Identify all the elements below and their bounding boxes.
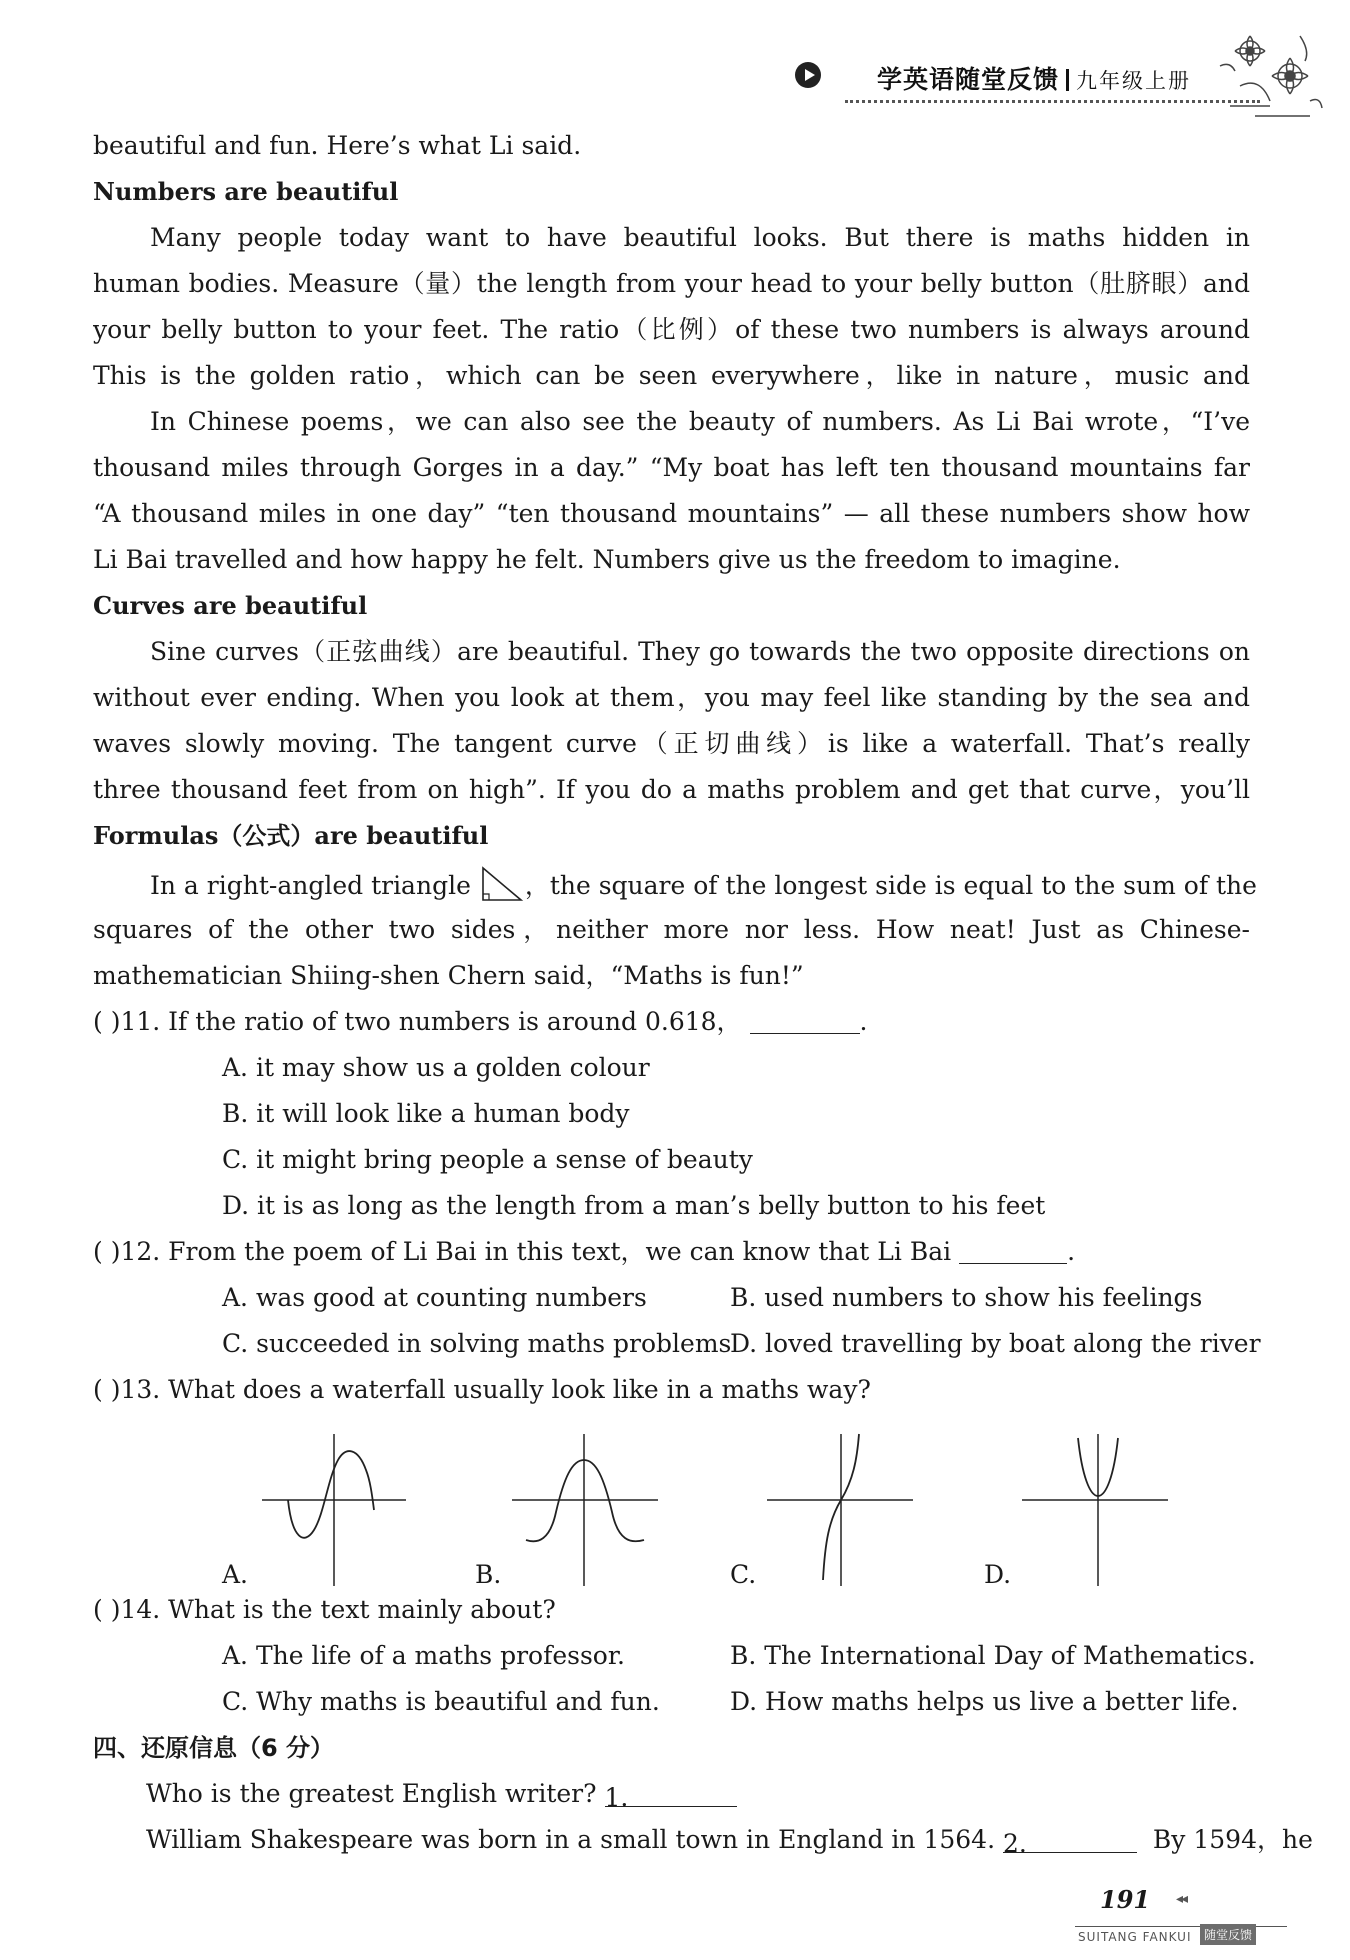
graph-c-tangent-curve[interactable] [765, 1430, 915, 1590]
footer-pinyin: SUITANG FANKUI [1078, 1930, 1192, 1944]
option-12-b[interactable]: B. used numbers to show his feelings [730, 1283, 1203, 1312]
option-14-d[interactable]: D. How maths helps us live a better life. [730, 1687, 1239, 1716]
passage-line: three thousand feet from on high”. If you do a maths problem and get that curve，you’ll [93, 775, 1250, 804]
section-heading-formulas: Formulas（公式）are beautiful [93, 821, 489, 850]
blank-number-2: 2. [1002, 1829, 1027, 1858]
triangle-sentence-start: In a right-angled triangle [150, 871, 471, 900]
passage-line: human bodies. Measure（量）the length from your head to your belly button（肚脐眼）and [93, 269, 1250, 298]
section-heading-numbers: Numbers are beautiful [93, 177, 399, 206]
flower-decoration-icon [1210, 16, 1330, 136]
section-4-line-1 [146, 1774, 1303, 1814]
graph-c-label: C. [730, 1560, 757, 1589]
answer-blank-11[interactable] [750, 1005, 860, 1034]
question-12-end: . [1067, 1237, 1076, 1266]
graph-b-label: B. [475, 1560, 502, 1589]
question-11-stem: ( )11. If the ratio of two numbers is around 0.618， [93, 1007, 742, 1036]
footer-arrows-icon: ◂◂ [1176, 1891, 1187, 1907]
triangle-sentence-end: ，the square of the longest side is equal to the sum of the [524, 871, 1257, 900]
section-4-sentence-cont: By 1594，he [1152, 1825, 1313, 1854]
passage-line: without ever ending. When you look at them，you may feel like standing by the sea and [93, 683, 1250, 712]
graph-a-sine-curve[interactable] [258, 1430, 408, 1590]
option-14-c[interactable]: C. Why maths is beautiful and fun. [222, 1687, 660, 1716]
passage-line: your belly button to your feet. The ratio（比例）of these two numbers is always around [93, 315, 1250, 344]
header-dotted-rule [845, 100, 1260, 103]
question-12-stem: ( )12. From the poem of Li Bai in this text，we can know that Li Bai [93, 1237, 952, 1266]
question-12 [93, 1232, 1250, 1272]
answer-blank-s4-2[interactable] [1002, 1824, 1137, 1858]
passage-line-triangle [150, 864, 1257, 906]
passage-line: thousand miles through Gorges in a day.” “My boat has left ten thousand mountains far [93, 453, 1250, 482]
graph-d-parabola[interactable] [1020, 1430, 1170, 1590]
section-4-line-2 [146, 1820, 1313, 1860]
option-12-a[interactable]: A. was good at counting numbers [222, 1283, 647, 1312]
page-number: 191 [1100, 1885, 1151, 1914]
option-12-d[interactable]: D. loved travelling by boat along the river [730, 1329, 1261, 1358]
graph-a-label: A. [222, 1560, 249, 1589]
option-11-b[interactable]: B. it will look like a human body [222, 1099, 630, 1128]
right-triangle-icon [479, 864, 525, 904]
brand-name: 学英语随堂反馈 [877, 65, 1060, 94]
section-4-sentence: William Shakespeare was born in a small town in England in 1564. [146, 1825, 996, 1854]
option-11-c[interactable]: C. it might bring people a sense of beauty [222, 1145, 753, 1174]
passage-line: In Chinese poems，we can also see the beauty of numbers. As Li Bai wrote，“I’ve [150, 407, 1250, 436]
grade-label: 九年级上册 [1076, 69, 1192, 93]
option-11-a[interactable]: A. it may show us a golden colour [222, 1053, 650, 1082]
play-icon [795, 62, 821, 88]
graph-b-bell-curve[interactable] [510, 1430, 660, 1590]
section-heading-curves: Curves are beautiful [93, 591, 368, 620]
passage-line: squares of the other two sides，neither more nor less. How neat! Just as Chinese- [93, 915, 1250, 944]
title-separator [1066, 69, 1069, 91]
page-header [795, 58, 1290, 102]
footer-tag: 随堂反馈 [1200, 1924, 1256, 1945]
passage-line: waves slowly moving. The tangent curve（正切曲线）is like a waterfall. That’s really [93, 729, 1250, 758]
passage-line: beautiful and fun. Here’s what Li said. [93, 131, 582, 160]
passage-line: Li Bai travelled and how happy he felt. Numbers give us the freedom to imagine. [93, 545, 1121, 574]
option-14-a[interactable]: A. The life of a maths professor. [222, 1641, 626, 1670]
question-14: ( )14. What is the text mainly about? [93, 1595, 556, 1624]
question-13: ( )13. What does a waterfall usually look like in a maths way? [93, 1375, 871, 1404]
graph-d-label: D. [984, 1560, 1012, 1589]
blank-number-1: 1. [604, 1783, 629, 1812]
passage-line: This is the golden ratio，which can be seen everywhere，like in nature，music and [93, 361, 1250, 390]
passage-line: “A thousand miles in one day” “ten thousand mountains” — all these numbers show how [93, 499, 1250, 528]
section-4-question: Who is the greatest English writer? [146, 1779, 597, 1808]
option-12-c[interactable]: C. succeeded in solving maths problems [222, 1329, 732, 1358]
passage-line: Many people today want to have beautiful looks. But there is maths hidden in [150, 223, 1250, 252]
passage-line: mathematician Shiing-shen Chern said，“Maths is fun!” [93, 961, 804, 990]
question-11-end: . [859, 1007, 868, 1036]
book-title [877, 60, 1191, 96]
passage-line: Sine curves（正弦曲线）are beautiful. They go towards the two opposite directions on [150, 637, 1250, 666]
section-4-title: 四、还原信息（6 分） [93, 1734, 335, 1762]
answer-blank-s4-1[interactable] [604, 1778, 737, 1812]
option-11-d[interactable]: D. it is as long as the length from a man’s belly button to his feet [222, 1191, 1046, 1220]
answer-blank-12[interactable] [959, 1235, 1067, 1264]
question-11 [93, 1002, 1250, 1042]
option-14-b[interactable]: B. The International Day of Mathematics. [730, 1641, 1256, 1670]
